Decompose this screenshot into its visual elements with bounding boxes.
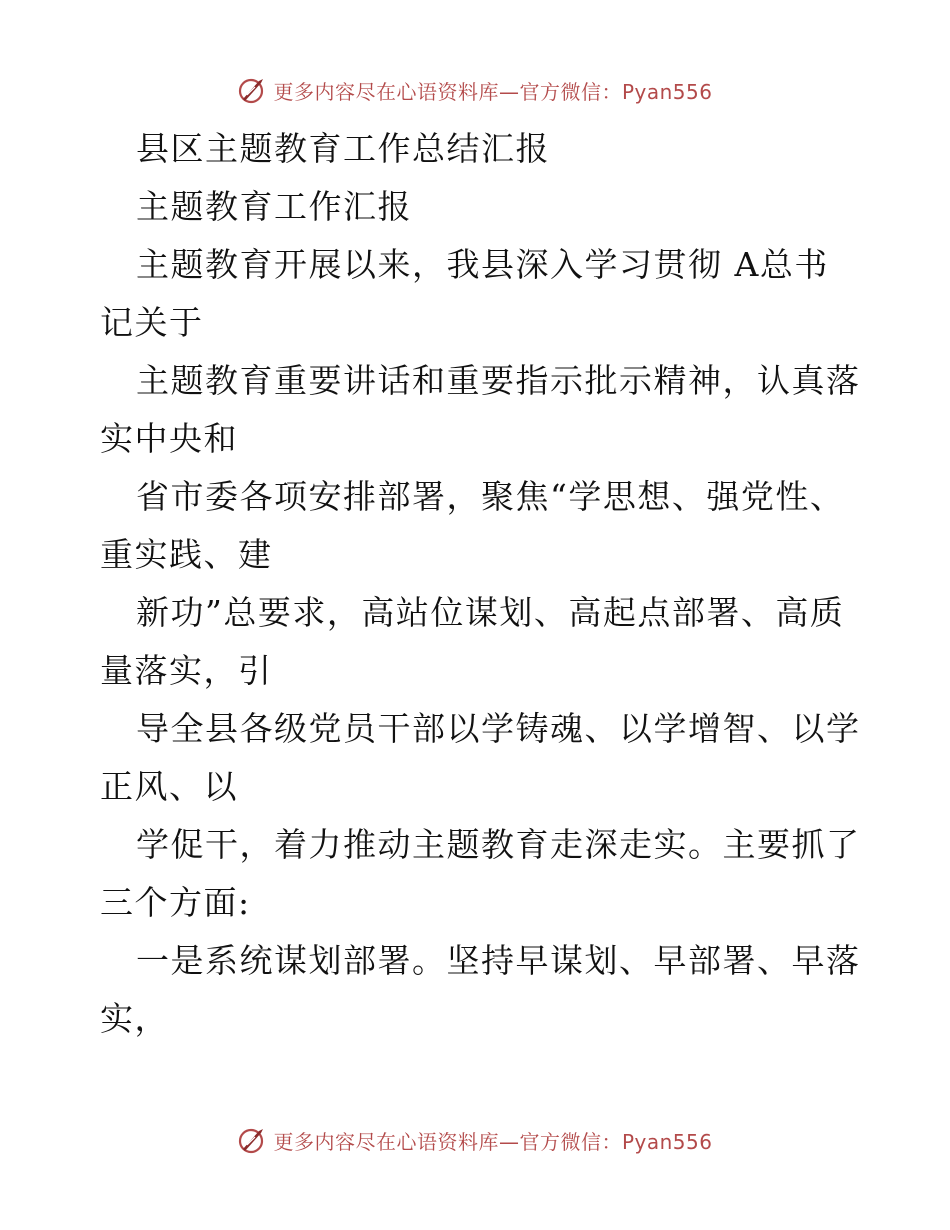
doc-line: 新功”总要求，高站位谋划、高起点部署、高质 xyxy=(136,593,845,632)
doc-line: 三个方面: xyxy=(100,883,251,922)
doc-line: 正风、以 xyxy=(100,767,238,806)
footer-banner-text: 更多内容尽在心语资料库—官方微信：Pyan556 xyxy=(273,1129,713,1154)
doc-line: 导全县各级党员干部以学铸魂、以学增智、以学 xyxy=(136,709,861,748)
doc-line: 主题教育开展以来，我县深入学习贯彻 A总书 xyxy=(136,245,829,284)
footer-banner xyxy=(0,1120,950,1160)
doc-line: 省市委各项安排部署，聚焦“学思想、强党性、 xyxy=(136,477,845,516)
quill-logo-icon xyxy=(237,1125,267,1155)
document-body xyxy=(100,120,860,1048)
doc-line: 量落实，引 xyxy=(100,651,273,690)
doc-line: 主题教育重要讲话和重要指示批示精神，认真落 xyxy=(136,361,861,400)
doc-line: 重实践、建 xyxy=(100,535,273,574)
doc-line: 记关于 xyxy=(100,303,204,342)
quill-logo-icon xyxy=(237,75,267,105)
doc-line: 实， xyxy=(100,999,169,1038)
doc-line: 实中央和 xyxy=(100,419,238,458)
header-banner-text: 更多内容尽在心语资料库—官方微信：Pyan556 xyxy=(273,79,713,104)
header-banner xyxy=(0,70,950,110)
doc-line: 一是系统谋划部署。坚持早谋划、早部署、早落 xyxy=(136,941,861,980)
doc-line: 主题教育工作汇报 xyxy=(136,187,412,226)
doc-line: 学促干，着力推动主题教育走深走实。主要抓了 xyxy=(136,825,861,864)
doc-line: 县区主题教育工作总结汇报 xyxy=(136,129,550,168)
